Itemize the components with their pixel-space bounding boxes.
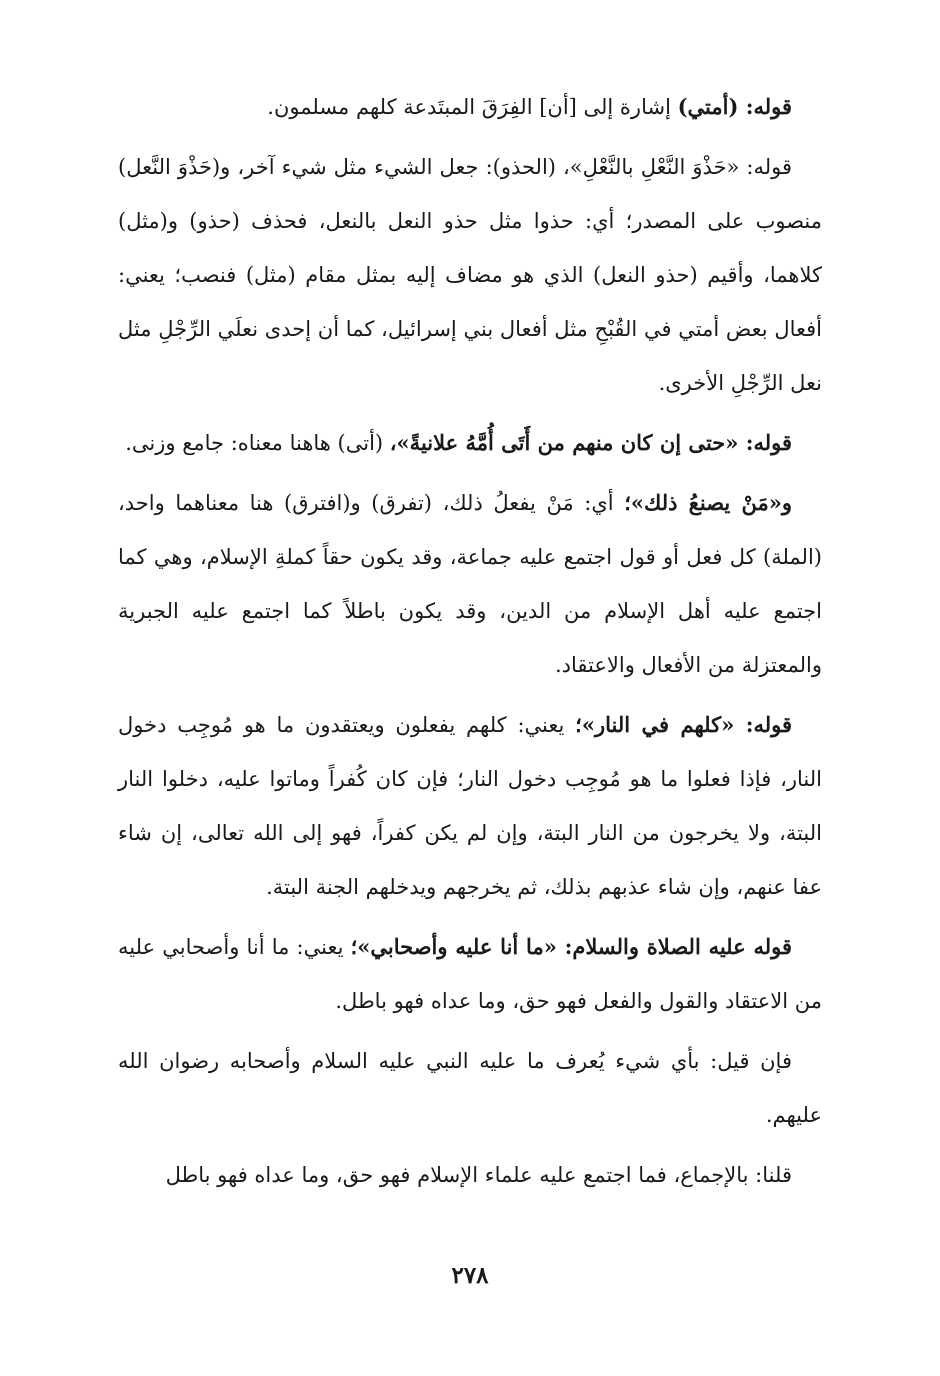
paragraph-body: يعني: كلهم يفعلون ويعتقدون ما هو مُوجِب دخول النار، فإذا فعلوا ما هو مُوجِب دخول النار؛ فإن كان كُفراً وماتوا عليه، دخلوا النار البتة، ولا يخرجون من النار البتة، وإن لم يكن كفراً، فهو إلى الله تعالى، إن شاء عفا عنهم، وإن شاء عذبهم بذلك، ثم يخرجهم ويدخلهم الجنة البتة. [118,713,822,899]
paragraph-body: فإن قيل: بأي شيء يُعرف ما عليه النبي عليه السلام وأصحابه رضوان الله عليهم. [118,1049,822,1127]
paragraph-body: (أتى) هاهنا معناه: جامع وزنى. [125,431,390,455]
paragraph-body: إشارة إلى [أن] الفِرَقَ المبتَدعة كلهم مسلمون. [267,95,678,119]
paragraph-body: أي: مَنْ يفعلُ ذلك، (تفرق) و(افترق) هنا معناهما واحد، (الملة) كل فعل أو قول اجتمع عليه جماعة، وقد يكون حقاً كملةِ الإسلام، وهي كما اجتمع عليه أهل الإسلام من الدين، وقد يكون باطلاً كما اجتمع عليه الجبرية والمعتزلة من الأفعال والاعتقاد. [118,491,822,677]
paragraph-lead: قوله: «كلهم في النار»؛ [575,712,792,737]
paragraph-2 [118,140,822,410]
paragraph-lead: قوله عليه الصلاة والسلام: «ما أنا عليه وأصحابي»؛ [350,934,792,959]
page-number: ٢٧٨ [451,1262,489,1289]
paragraph-body: قلنا: بالإجماع، فما اجتمع عليه علماء الإسلام فهو حق، وما عداه فهو باطل [165,1163,792,1187]
paragraph-6 [118,920,822,1028]
paragraph-1 [118,80,822,134]
paragraph-body: يعني: ما أنا وأصحابي عليه من الاعتقاد والقول والفعل فهو حق، وما عداه فهو باطل. [118,935,822,1013]
paragraph-lead: قوله: (أمتي) [677,94,792,119]
paragraph-5 [118,698,822,914]
paragraph-3 [118,416,822,470]
paragraph-4 [118,476,822,692]
paragraph-7 [118,1034,822,1142]
paragraph-body: قوله: «حَذْوَ النَّعْلِ بالنَّعْلِ»، (الحذو): جعل الشيء مثل شيء آخر، و(حَذْوَ النَّعل) منصوب على المصدر؛ أي: حذوا مثل حذو النعل بالنعل، فحذف (حذو) و(مثل) كلاهما، وأقيم (حذو النعل) الذي هو مضاف إليه بمثل مقام (مثل) فنصب؛ يعني: أفعال بعض أمتي في القُبْحِ مثل أفعال بني إسرائيل، كما أن إحدى نعلَي الرِّجْلِ مثل نعل الرِّجْلِ الأخرى. [118,155,822,395]
paragraph-lead: و«مَنْ يصنعُ ذلك»؛ [624,490,792,515]
paragraph-lead: قوله: «حتى إن كان منهم من أَتَى أُمَّهُ علانيةً»، [389,430,792,455]
body-text [118,80,822,1202]
paragraph-8 [118,1148,822,1202]
